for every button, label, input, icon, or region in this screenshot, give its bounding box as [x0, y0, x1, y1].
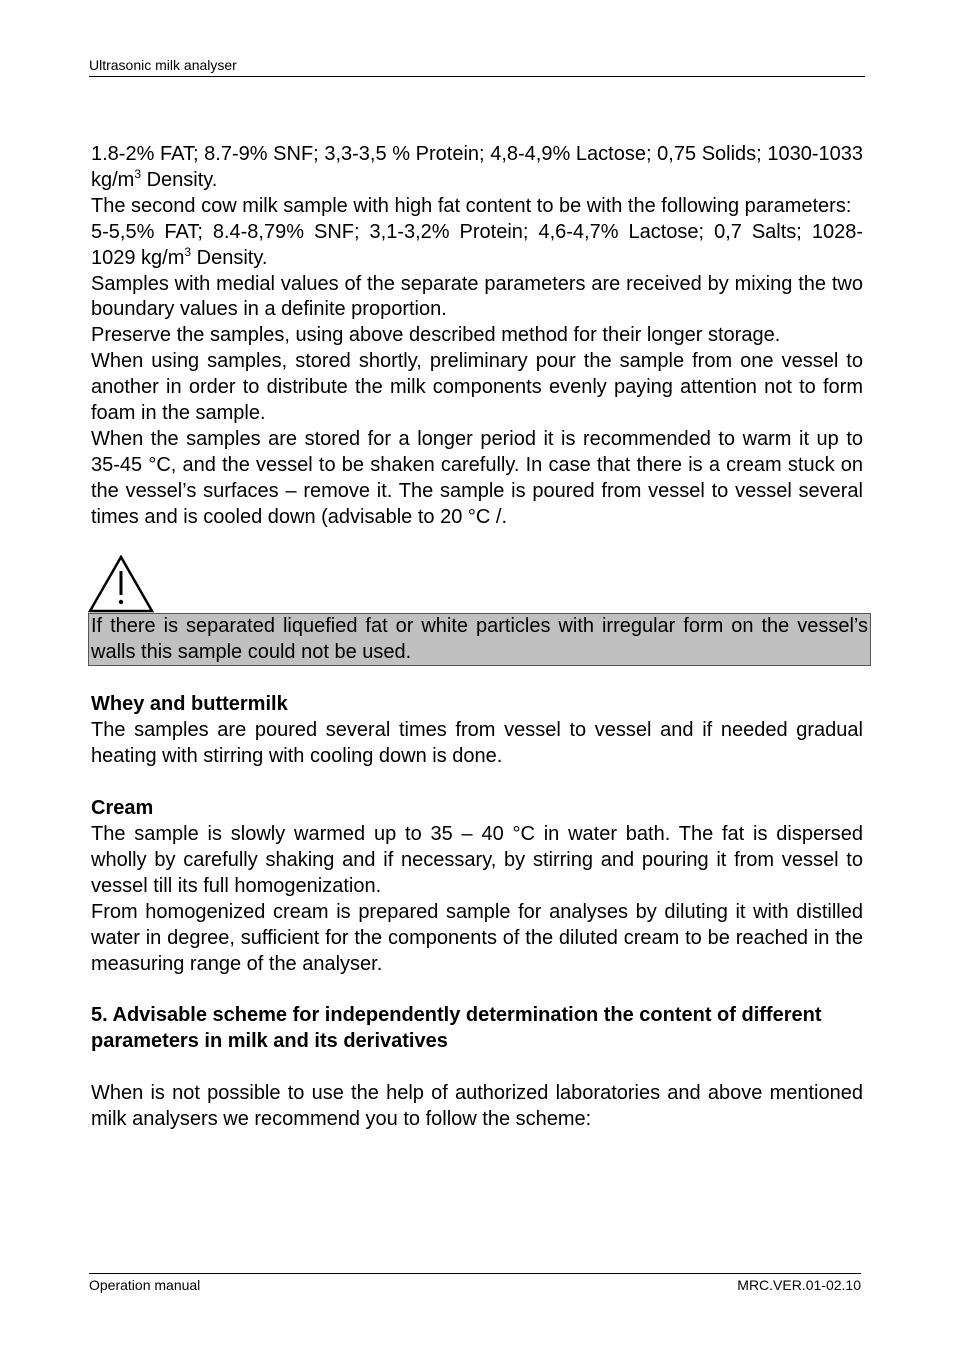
whey-heading: Whey and buttermilk: [91, 693, 288, 716]
cow-milk-params-1: [91, 142, 863, 194]
cream-paragraph-1: The sample is slowly warmed up to 35 – 40 °C in water bath. The fat is dispersed wholly by carefully shaking and if necessary, by stirring and pouring it from vessel to vessel till its full homogenization.: [91, 823, 863, 897]
long-storage-paragraph: When the samples are stored for a longer period it is recommended to warm it up to 35-45 °C, and the vessel to be shaken carefully. In case that there is a cream stuck on the vessel’s surfaces – remove it. The sample is poured from vessel to vessel several times and is cooled down (advisable to 20 °C /.: [91, 427, 863, 528]
footer-version: MRC.VER.01-02.10: [737, 1277, 861, 1293]
params1-text: 1.8-2% FAT; 8.7-9% SNF; 3,3-3,5 % Protein; 4,8-4,9% Lactose; 0,75 Solids; 1030-1033 kg/m: [91, 143, 863, 191]
cream-paragraph-2: From homogenized cream is prepared sample for analyses by diluting it with distilled water in degree, sufficient for the components of the diluted cream to be reached in the measuring range of the analyser.: [91, 900, 863, 975]
header-title: Ultrasonic milk analyser: [89, 57, 237, 73]
page-content: [91, 142, 868, 1133]
preserve-paragraph: Preserve the samples, using above described method for their longer storage.: [91, 324, 781, 347]
params1-end: Density.: [141, 168, 218, 191]
section-5-paragraph: When is not possible to use the help of authorized laboratories and above mentioned milk analysers we recommend you to follow the scheme:: [91, 1082, 863, 1131]
footer-manual-label: Operation manual: [89, 1277, 201, 1293]
medial-values-paragraph: Samples with medial values of the separate parameters are received by mixing the two boundary values in a definite proportion.: [91, 272, 863, 321]
warning-text: If there is separated liquefied fat or white particles with irregular form on the vessel’s walls this sample could not be used.: [91, 614, 868, 663]
page-footer: [89, 1273, 861, 1293]
page-header: [89, 57, 865, 77]
params1-exponent: 3: [134, 166, 142, 181]
short-storage-paragraph: When using samples, stored shortly, preliminary pour the sample from one vessel to another in order to distribute the milk components evenly paying attention not to form foam in the sample.: [91, 350, 863, 425]
params2-text: 5-5,5% FAT; 8.4-8,79% SNF; 3,1-3,2% Protein; 4,6-4,7% Lactose; 0,7 Salts; 1028-1029 kg/m: [91, 220, 863, 269]
params2-end: Density.: [191, 246, 268, 269]
params2-exponent: 3: [184, 244, 192, 259]
whey-paragraph: The samples are poured several times from vessel to vessel and if needed gradual heating with stirring with cooling down is done.: [91, 719, 863, 768]
warning-box: [88, 613, 871, 667]
warning-triangle-icon: [88, 555, 154, 613]
cow-milk-params-2: [91, 220, 863, 272]
second-sample-paragraph: The second cow milk sample with high fat content to be with the following parameters:: [91, 194, 852, 217]
cream-heading: Cream: [91, 797, 154, 820]
section-5-heading: 5. Advisable scheme for independently determination the content of different parameters in milk and its derivatives: [91, 1004, 822, 1053]
